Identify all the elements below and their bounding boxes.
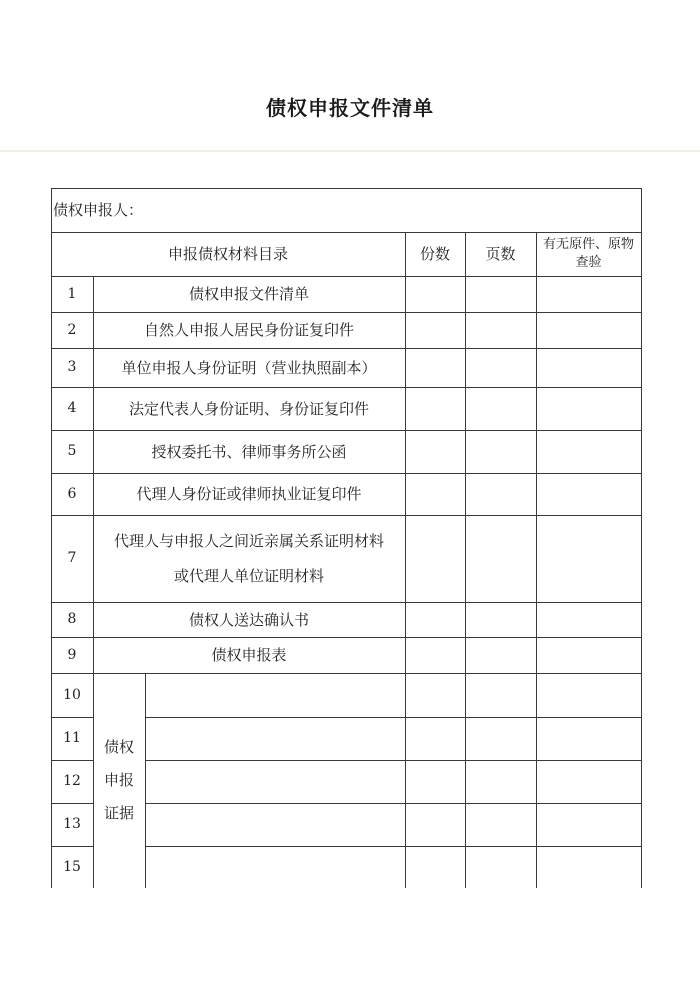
evidence-group-label [93,673,145,888]
row-number: 12 [63,773,81,790]
evidence-label-line3: 证据 [103,804,134,822]
row-item: 法定代表人身份证明、身份证复印件 [128,399,369,418]
row-number: 2 [67,321,77,338]
declaration-table [51,188,642,888]
row-number: 5 [67,443,77,460]
header-pages: 页数 [485,245,516,263]
row-item: 自然人申报人居民身份证复印件 [143,321,354,339]
evidence-label-line2: 申报 [103,771,134,789]
row-number: 13 [63,816,81,833]
row-line [145,846,642,847]
applicant-label: 债权申报人： [53,201,144,219]
row-item: 代理人身份证或律师执业证复印件 [136,485,362,503]
row-item: 债权申报文件清单 [188,285,309,303]
evidence-label-line1: 债权 [103,738,134,756]
row-item: 授权委托书、律师事务所公函 [151,442,347,461]
row-number: 10 [63,686,81,703]
header-original-check-line2: 查验 [575,255,602,270]
row-number: 1 [67,285,77,302]
row-number: 7 [67,550,77,567]
row-line [145,717,642,718]
row-line [145,760,642,761]
row-item-line2: 或代理人单位证明材料 [173,566,324,585]
row-item: 债权人送达确认书 [188,610,309,629]
col-line [405,232,406,888]
page-title: 债权申报文件清单 [266,96,434,120]
row-number: 3 [67,359,77,376]
header-catalog: 申报债权材料目录 [167,245,288,263]
row-number: 9 [67,646,77,663]
row-item-line1: 代理人与申报人之间近亲属关系证明材料 [113,531,384,550]
header-original-check-line1: 有无原件、原物 [542,237,634,252]
row-line [145,803,642,804]
col-line [465,232,466,888]
row-number: 6 [67,485,77,502]
header-copies: 份数 [419,245,450,263]
row-number: 15 [63,858,81,875]
table-border-right [641,188,642,888]
col-line [145,673,146,888]
col-line [536,232,537,888]
row-number: 8 [67,611,77,628]
row-number: 4 [67,400,77,417]
header-original-check [536,232,641,276]
row-number: 11 [63,730,81,747]
row-item: 单位申报人身份证明（营业执照副本） [121,358,377,377]
page-fold-divider [0,150,700,152]
row-item [93,515,405,602]
row-item: 债权申报表 [211,646,287,664]
